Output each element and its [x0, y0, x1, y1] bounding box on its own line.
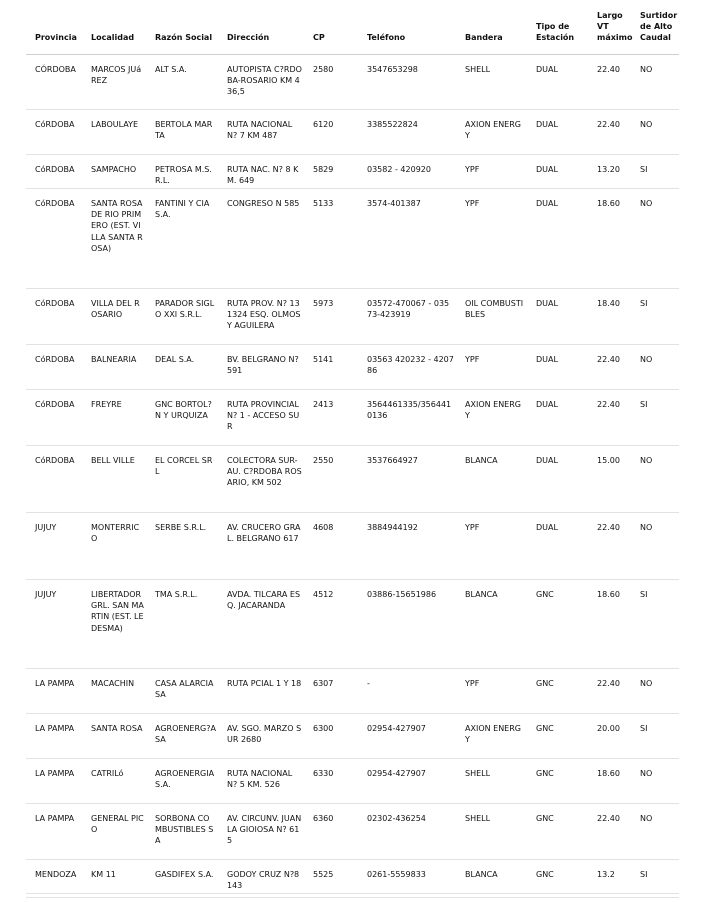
table-row — [26, 446, 679, 513]
table-row — [26, 289, 679, 345]
cell-largo-vt: 18.60 — [597, 769, 620, 778]
cell-telefono: 3537664927 — [367, 456, 418, 465]
header-direccion: Dirección — [227, 33, 270, 42]
cell-largo-vt: 13.2 — [597, 870, 615, 879]
table-header — [26, 10, 679, 55]
cell-cp: 6360 — [313, 814, 334, 823]
cell-bandera: YPF — [465, 355, 480, 364]
cell-razon-social: ALT S.A. — [155, 65, 187, 74]
cell-provincia: JUJUY — [35, 523, 57, 532]
table-row — [26, 804, 679, 860]
cell-largo-vt: 22.40 — [597, 679, 620, 688]
cell-direccion: COLECTORA SUR-AU. C?RDOBA ROSARIO, KM 502 — [227, 456, 302, 488]
cell-surtidor: NO — [640, 769, 653, 778]
cell-telefono: 3884944192 — [367, 523, 418, 532]
cell-largo-vt: 13.20 — [597, 165, 620, 174]
cell-surtidor: NO — [640, 355, 653, 364]
cell-bandera: SHELL — [465, 814, 491, 823]
cell-provincia: LA PAMPA — [35, 769, 75, 778]
cell-localidad: LIBERTADOR GRL. SAN MARTIN (EST. LEDESMA) — [91, 590, 144, 633]
cell-telefono: 3385522824 — [367, 120, 418, 129]
cell-razon-social: AGROENERG?A SA — [155, 724, 216, 745]
cell-tipo-estacion: DUAL — [536, 199, 558, 208]
cell-surtidor: SI — [640, 299, 648, 308]
cell-razon-social: BERTOLA MARTA — [155, 120, 213, 141]
cell-localidad: MARCOS JUáREZ — [91, 65, 142, 86]
table-row — [26, 669, 679, 714]
cell-largo-vt: 20.00 — [597, 724, 620, 733]
cell-provincia: MENDOZA — [35, 870, 77, 879]
cell-provincia: CóRDOBA — [35, 199, 75, 208]
cell-surtidor: NO — [640, 523, 653, 532]
cell-tipo-estacion: DUAL — [536, 65, 558, 74]
cell-cp: 4608 — [313, 523, 334, 532]
cell-provincia: CÓRDOBA — [35, 65, 76, 74]
cell-surtidor: SI — [640, 165, 648, 174]
cell-localidad: VILLA DEL ROSARIO — [91, 299, 140, 320]
cell-telefono: 3564461335/3564410136 — [367, 400, 452, 421]
cell-surtidor: NO — [640, 120, 653, 129]
cell-bandera: YPF — [465, 165, 480, 174]
cell-tipo-estacion: GNC — [536, 814, 554, 823]
cell-telefono: 3547653298 — [367, 65, 418, 74]
cell-cp: 2580 — [313, 65, 334, 74]
cell-provincia: JUJUY — [35, 590, 57, 599]
cell-provincia: CóRDOBA — [35, 165, 75, 174]
cell-cp: 6307 — [313, 679, 334, 688]
cell-telefono: 03572-470067 - 03573-423919 — [367, 299, 450, 320]
cell-tipo-estacion: GNC — [536, 590, 554, 599]
cell-localidad: LABOULAYE — [91, 120, 139, 129]
cell-bandera: BLANCA — [465, 870, 498, 879]
cell-localidad: BELL VILLE — [91, 456, 135, 465]
cell-telefono: 03582 - 420920 — [367, 165, 431, 174]
cell-direccion: RUTA PROVINCIAL N? 1 - ACCESO SUR — [227, 400, 300, 432]
table-row — [26, 155, 679, 189]
cell-tipo-estacion: DUAL — [536, 299, 558, 308]
cell-cp: 6120 — [313, 120, 334, 129]
table-body — [26, 55, 679, 894]
cell-razon-social: CASA ALARCIA SA — [155, 679, 214, 700]
cell-direccion: RUTA PCIAL 1 Y 18 — [227, 679, 302, 688]
cell-tipo-estacion: GNC — [536, 769, 554, 778]
cell-bandera: SHELL — [465, 769, 491, 778]
cell-localidad: GENERAL PICO — [91, 814, 144, 835]
cell-surtidor: NO — [640, 199, 653, 208]
cell-razon-social: PETROSA M.S.R.L. — [155, 165, 212, 186]
table-row — [26, 55, 679, 110]
cell-cp: 5525 — [313, 870, 334, 879]
cell-razon-social: TMA S.R.L. — [155, 590, 198, 599]
cell-bandera: YPF — [465, 679, 480, 688]
cell-surtidor: SI — [640, 870, 648, 879]
cell-bandera: AXION ENERGY — [465, 120, 521, 141]
cell-cp: 2550 — [313, 456, 334, 465]
table-row — [26, 860, 679, 894]
cell-direccion: AUTOPISTA C?RDOBA-ROSARIO KM 436,5 — [227, 65, 302, 97]
cell-direccion: AV. CIRCUNV. JUAN LA GIOIOSA N? 615 — [227, 814, 302, 846]
cell-telefono: 02954-427907 — [367, 769, 426, 778]
cell-razon-social: PARADOR SIGLO XXI S.R.L. — [155, 299, 215, 320]
header-localidad: Localidad — [91, 33, 135, 42]
cell-tipo-estacion: GNC — [536, 870, 554, 879]
cell-tipo-estacion: DUAL — [536, 165, 558, 174]
cell-tipo-estacion: GNC — [536, 679, 554, 688]
cell-razon-social: GASDIFEX S.A. — [155, 870, 214, 879]
cell-telefono: 02302-436254 — [367, 814, 426, 823]
table-row — [26, 759, 679, 804]
cell-telefono: 02954-427907 — [367, 724, 426, 733]
cell-bandera: SHELL — [465, 65, 491, 74]
cell-tipo-estacion: DUAL — [536, 120, 558, 129]
cell-razon-social: SORBONA COMBUSTIBLES SA — [155, 814, 214, 846]
cell-direccion: RUTA NACIONAL N? 7 KM 487 — [227, 120, 293, 141]
cell-razon-social: DEAL S.A. — [155, 355, 195, 364]
cell-largo-vt: 18.60 — [597, 590, 620, 599]
cell-telefono: 03563 420232 - 420786 — [367, 355, 454, 376]
cell-bandera: AXION ENERGY — [465, 724, 521, 745]
cell-largo-vt: 22.40 — [597, 355, 620, 364]
cell-largo-vt: 22.40 — [597, 523, 620, 532]
cell-telefono: 03886-15651986 — [367, 590, 437, 599]
header-provincia: Provincia — [35, 33, 77, 42]
cell-localidad: SANTA ROSA DE RIO PRIMERO (EST. VILLA SANTA ROSA) — [91, 199, 143, 253]
cell-localidad: SANTA ROSA — [91, 724, 143, 733]
cell-cp: 5973 — [313, 299, 334, 308]
cell-localidad: MACACHIN — [91, 679, 135, 688]
table-row — [26, 189, 679, 289]
header-tipo-estacion: Tipo de Estación — [536, 22, 575, 42]
table-row — [26, 513, 679, 580]
cell-direccion: AV. CRUCERO GRAL. BELGRANO 617 — [227, 523, 301, 544]
table-row — [26, 345, 679, 390]
cell-largo-vt: 15.00 — [597, 456, 620, 465]
cell-razon-social: SERBE S.R.L. — [155, 523, 207, 532]
cell-surtidor: SI — [640, 590, 648, 599]
header-razon-social: Razón Social — [155, 33, 213, 42]
cell-provincia: CóRDOBA — [35, 456, 75, 465]
table-row — [26, 390, 679, 446]
cell-localidad: KM 11 — [91, 870, 116, 879]
cell-razon-social: FANTINI Y CIA S.A. — [155, 199, 210, 220]
cell-tipo-estacion: DUAL — [536, 355, 558, 364]
cell-provincia: LA PAMPA — [35, 679, 75, 688]
cell-cp: 4512 — [313, 590, 334, 599]
cell-largo-vt: 22.40 — [597, 400, 620, 409]
cell-surtidor: SI — [640, 724, 648, 733]
stations-table — [26, 10, 679, 894]
cell-direccion: RUTA NAC. N? 8 KM. 649 — [227, 165, 299, 186]
cell-largo-vt: 22.40 — [597, 65, 620, 74]
cell-provincia: CóRDOBA — [35, 120, 75, 129]
header-largo-vt: Largo VT máximo — [597, 11, 633, 42]
cell-largo-vt: 22.40 — [597, 120, 620, 129]
cell-surtidor: SI — [640, 400, 648, 409]
cell-provincia: CóRDOBA — [35, 355, 75, 364]
cell-direccion: AV. SGO. MARZO SUR 2680 — [227, 724, 302, 745]
header-bandera: Bandera — [465, 33, 503, 42]
cell-largo-vt: 18.60 — [597, 199, 620, 208]
header-surtidor: Surtidor de Alto Caudal — [640, 11, 678, 42]
cell-surtidor: NO — [640, 679, 653, 688]
cell-bandera: YPF — [465, 523, 480, 532]
cell-direccion: RUTA NACIONAL N? 5 KM. 526 — [227, 769, 293, 790]
header-telefono: Teléfono — [367, 33, 406, 42]
cell-direccion: RUTA PROV. N? 13 1324 ESQ. OLMOS Y AGUILERA — [227, 299, 301, 331]
cell-direccion: GODOY CRUZ N?8143 — [227, 870, 300, 891]
cell-surtidor: NO — [640, 456, 653, 465]
cell-razon-social: GNC BORTOL? N Y URQUIZA — [155, 400, 212, 421]
cell-provincia: LA PAMPA — [35, 724, 75, 733]
cell-cp: 5141 — [313, 355, 334, 364]
cell-telefono: 3574-401387 — [367, 199, 421, 208]
cell-localidad: FREYRE — [91, 400, 122, 409]
cell-direccion: AVDA. TILCARA ESQ. JACARANDA — [227, 590, 301, 611]
cell-largo-vt: 18.40 — [597, 299, 620, 308]
cell-localidad: BALNEARIA — [91, 355, 137, 364]
cell-direccion: BV. BELGRANO N? 591 — [227, 355, 299, 376]
cell-bandera: AXION ENERGY — [465, 400, 521, 421]
cell-cp: 6330 — [313, 769, 334, 778]
cell-tipo-estacion: GNC — [536, 724, 554, 733]
table-row — [26, 714, 679, 759]
cell-provincia: CóRDOBA — [35, 299, 75, 308]
cell-provincia: CóRDOBA — [35, 400, 75, 409]
cell-localidad: SAMPACHO — [91, 165, 137, 174]
cell-direccion: CONGRESO N 585 — [227, 199, 300, 208]
cell-cp: 5133 — [313, 199, 334, 208]
cell-tipo-estacion: DUAL — [536, 456, 558, 465]
cell-surtidor: NO — [640, 814, 653, 823]
cell-tipo-estacion: DUAL — [536, 523, 558, 532]
cell-localidad: MONTERRICO — [91, 523, 140, 544]
cell-tipo-estacion: DUAL — [536, 400, 558, 409]
cell-localidad: CATRILó — [91, 769, 124, 778]
bottom-divider — [26, 897, 679, 898]
cell-surtidor: NO — [640, 65, 653, 74]
cell-bandera: YPF — [465, 199, 480, 208]
cell-cp: 5829 — [313, 165, 334, 174]
cell-telefono: - — [367, 679, 370, 688]
cell-razon-social: AGROENERGIA S.A. — [155, 769, 215, 790]
cell-telefono: 0261-5559833 — [367, 870, 426, 879]
cell-bandera: BLANCA — [465, 590, 498, 599]
cell-bandera: BLANCA — [465, 456, 498, 465]
table-row — [26, 580, 679, 669]
cell-cp: 6300 — [313, 724, 334, 733]
cell-cp: 2413 — [313, 400, 334, 409]
table-row — [26, 110, 679, 155]
cell-largo-vt: 22.40 — [597, 814, 620, 823]
cell-bandera: OIL COMBUSTIBLES — [465, 299, 524, 320]
cell-provincia: LA PAMPA — [35, 814, 75, 823]
cell-razon-social: EL CORCEL SRL — [155, 456, 213, 477]
header-cp: CP — [313, 33, 325, 42]
